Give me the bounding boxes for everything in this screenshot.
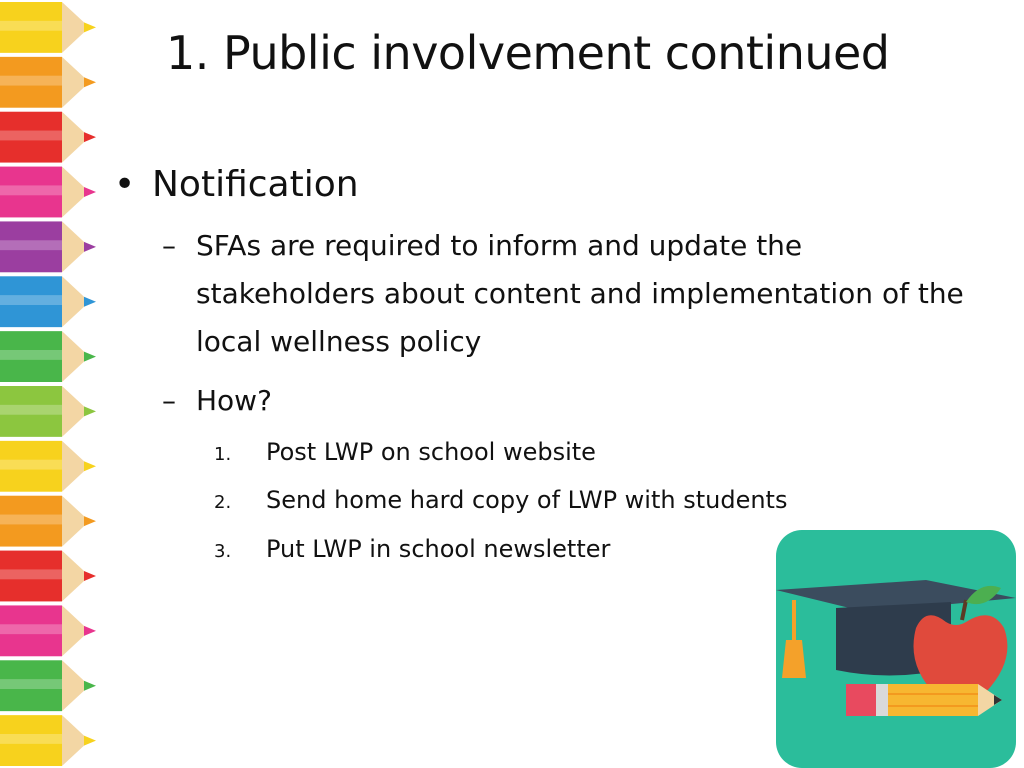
list-text: Send home hard copy of LWP with students xyxy=(266,486,788,514)
bullet-marker: • xyxy=(114,164,136,205)
bullet-text: Notification xyxy=(152,164,359,205)
list-item xyxy=(214,525,610,576)
graduation-cap-apple-pencil-icon xyxy=(776,530,1016,768)
sub-bullet-text: How? xyxy=(196,384,272,417)
list-text: Post LWP on school website xyxy=(266,438,596,466)
dash-marker: – xyxy=(162,384,176,417)
bullet-notification xyxy=(114,162,359,208)
list-number: 3. xyxy=(214,541,232,562)
sub-bullet-text: SFAs are required to inform and update the stakeholders about content and implementation of the local wellness policy xyxy=(196,229,964,358)
slide-title: 1. Public involvement continued xyxy=(166,26,890,80)
list-number: 1. xyxy=(214,444,232,465)
list-number: 2. xyxy=(214,492,232,513)
list-item xyxy=(214,476,787,527)
list-text: Put LWP in school newsletter xyxy=(266,535,611,563)
dash-marker: – xyxy=(162,229,176,262)
list-item xyxy=(214,428,596,479)
